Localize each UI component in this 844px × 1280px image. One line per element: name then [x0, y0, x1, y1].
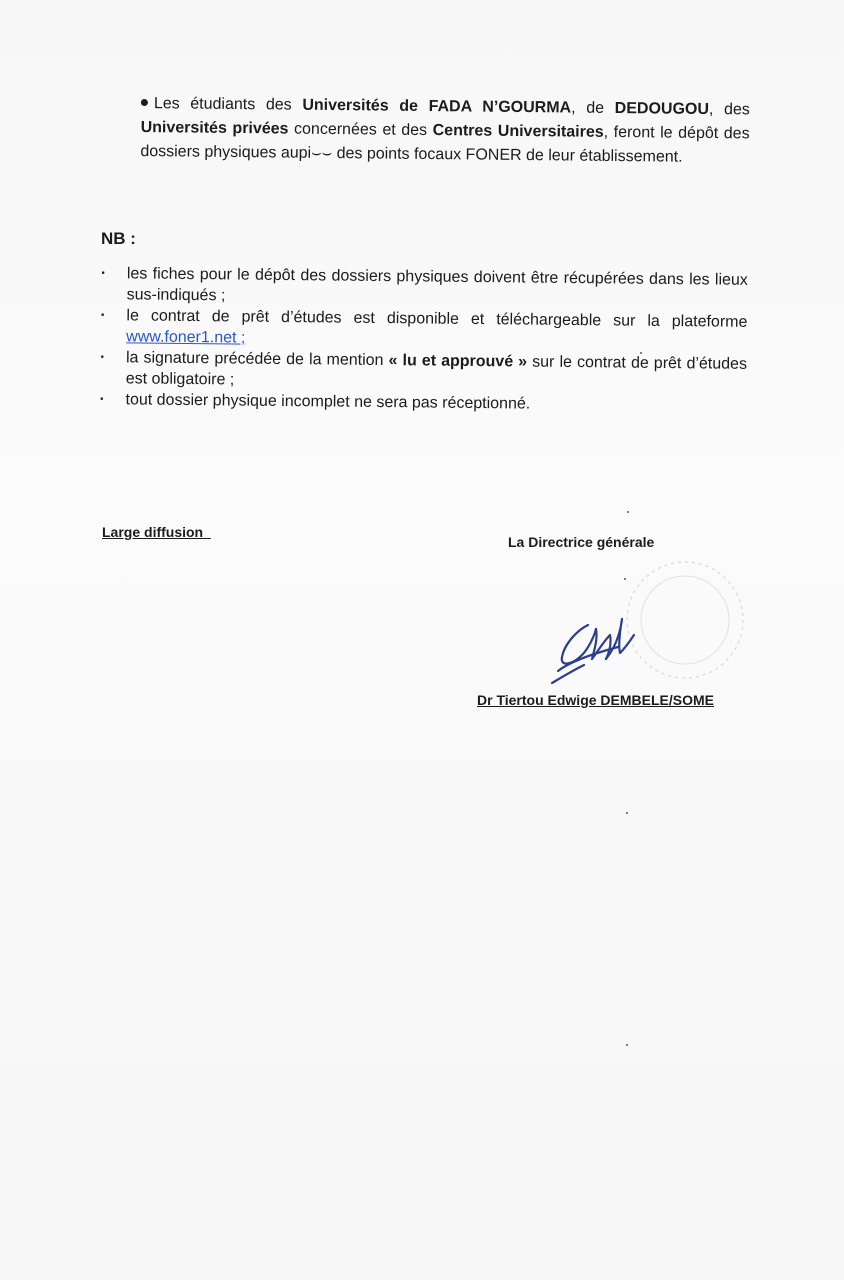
list-item-text: le contrat de prêt d’études est disponible et téléchargeable sur la plateforme [126, 307, 748, 331]
directrice-title: La Directrice générale [508, 534, 655, 550]
intro-bold-fada: Universités de FADA N’GOURMA [302, 96, 572, 117]
scan-speck [626, 812, 628, 814]
intro-bold-dedougou: DEDOUGOU [614, 99, 710, 118]
scan-speck [627, 511, 629, 513]
list-item [96, 263, 748, 312]
bullet-icon: · [100, 265, 107, 283]
nb-list [94, 263, 748, 417]
signature-icon [548, 605, 643, 685]
list-item [95, 305, 747, 354]
intro-text: concernées et des [288, 120, 433, 140]
signer-name: Dr Tiertou Edwige DEMBELE/SOME [477, 692, 714, 708]
intro-text: , de [571, 99, 615, 117]
list-item-text: sur le contrat de prêt d’études est obligatoire ; [125, 353, 748, 389]
list-item-text: tout dossier physique incomplet ne sera pas réceptionné. [125, 391, 531, 413]
scan-speck [624, 578, 626, 580]
list-item-text: les fiches pour le dépôt des dossiers physiques doivent être récupérées dans les lieux sus-indiqués ; [126, 265, 748, 305]
lu-et-approuve-text: « lu et approuvé » [388, 352, 528, 371]
intro-text: , des [708, 100, 750, 119]
bullet-icon: · [100, 307, 106, 325]
bullet-icon [141, 99, 148, 106]
intro-text: Les étudiants des [153, 95, 303, 114]
intro-bold-centres: Centres Universitaires [432, 122, 604, 141]
scan-speck [626, 1044, 628, 1046]
bullet-icon: · [99, 391, 105, 409]
list-item [95, 347, 747, 396]
bullet-icon: · [99, 349, 106, 367]
foner-platform-link[interactable]: www.foner1.net ; [126, 328, 246, 347]
intro-text: , feront le dépôt des dossiers physiques aupi⌣⌣ des points focaux FONER de leur établissement. [140, 123, 750, 166]
intro-paragraph [140, 92, 750, 170]
list-item-text: la signature précédée de la mention [125, 349, 389, 370]
intro-bold-private-universities: Universités privées [140, 118, 289, 138]
large-diffusion-label: Large diffusion [102, 524, 211, 540]
scan-speck [640, 352, 642, 354]
nb-heading: NB : [101, 229, 136, 248]
